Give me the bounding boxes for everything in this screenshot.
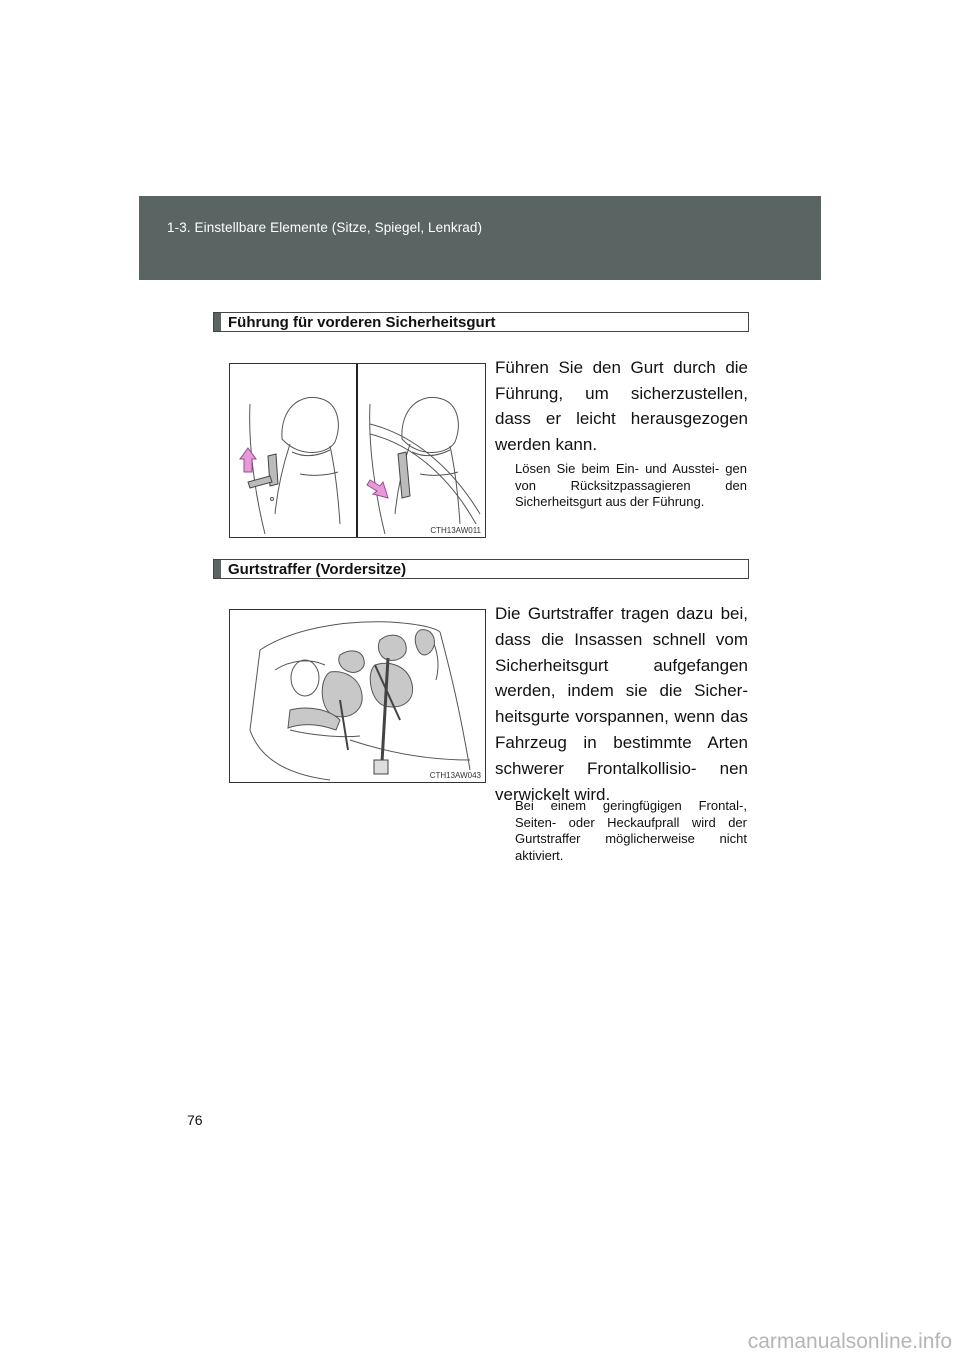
arrow-down-icon (367, 480, 388, 498)
figure-code: CTH13AW043 (429, 771, 481, 780)
section1-body: Führen Sie den Gurt durch die Führung, um sicherzustellen, dass er leicht herausgezogen werden kann. (495, 358, 748, 454)
page-number: 76 (187, 1112, 203, 1128)
seat-illustration (230, 364, 485, 537)
section-heading-seatbelt-guide (213, 312, 749, 332)
chapter-header-band (139, 196, 821, 280)
cabin-illustration (230, 610, 485, 782)
section-heading-pretensioner (213, 559, 749, 579)
breadcrumb: 1-3. Einstellbare Elemente (Sitze, Spiegel, Lenkrad) (167, 220, 483, 235)
section-accent (214, 560, 221, 578)
figure-seatbelt-guide (229, 363, 486, 538)
section-title: Führung für vorderen Sicherheitsgurt (228, 314, 496, 331)
arrow-up-icon (240, 448, 256, 472)
section-title: Gurtstraffer (Vordersitze) (228, 561, 407, 578)
section2-body: Die Gurtstraffer tragen dazu bei, dass die Insassen schnell vom Sicherheitsgurt aufgefangen werden, indem sie die Sicher- heitsgurte vorspannen, wenn das Fahrzeug in bestimmte Arten schwerer Frontalkollisio- nen verwickelt wird. (495, 604, 748, 804)
section-accent (214, 313, 221, 331)
figure-code: CTH13AW011 (430, 526, 481, 535)
section2-note: Bei einem geringfügigen Frontal-, Seiten- oder Heckaufprall wird der Gurtstraffer möglicherweise nicht aktiviert. (515, 798, 747, 863)
figure-pretensioner (229, 609, 486, 783)
section1-note: Lösen Sie beim Ein- und Ausstei- gen von Rücksitzpassagieren den Sicherheitsgurt aus der Führung. (515, 461, 747, 509)
watermark: carmanualsonline.info (747, 1330, 952, 1353)
